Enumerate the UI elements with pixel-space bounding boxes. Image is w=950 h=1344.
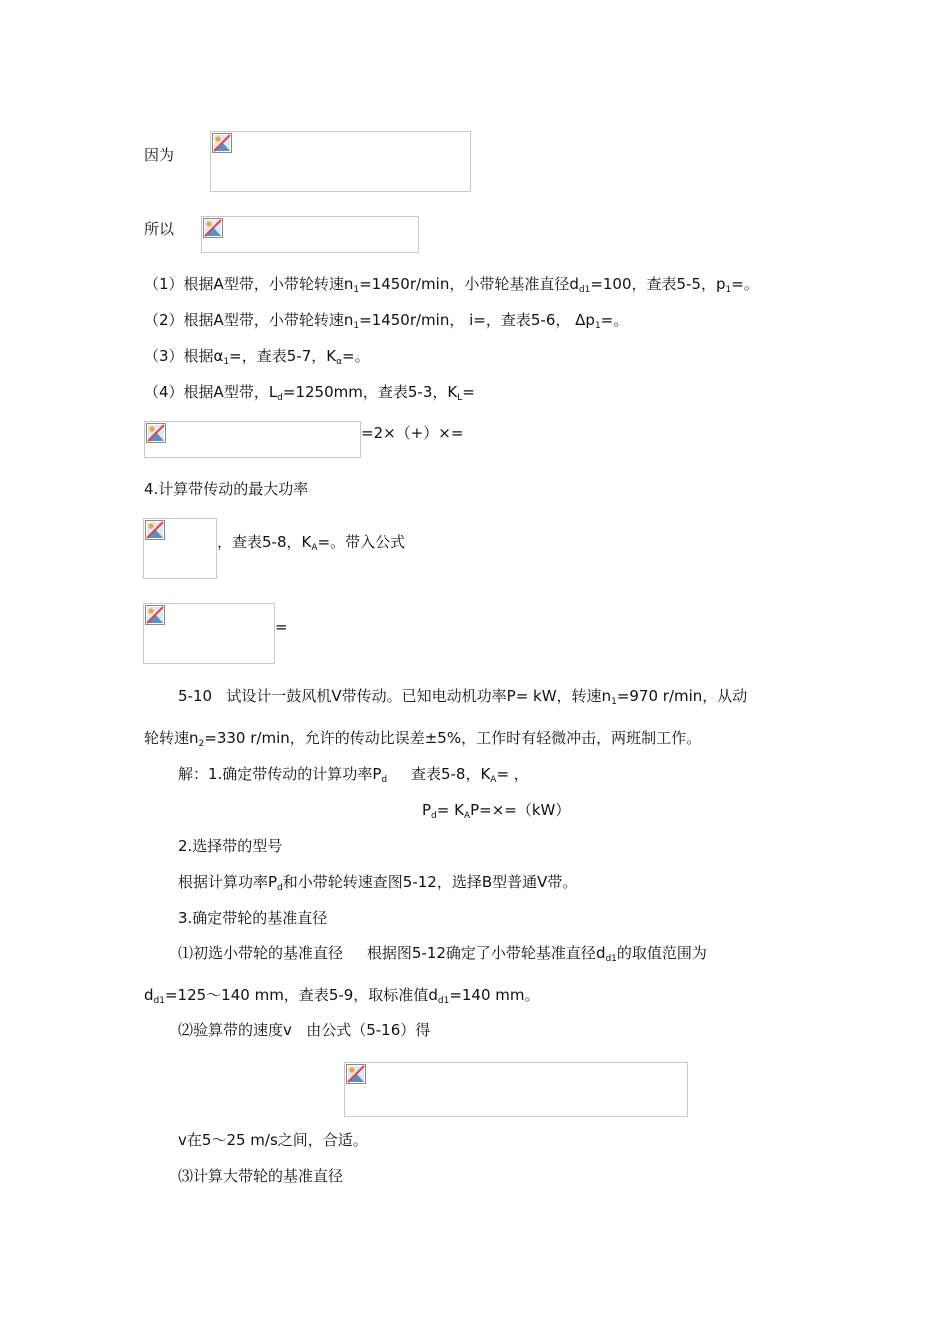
broken-image-icon [146,423,166,443]
solution-step3-2: ⑵验算带的速度v 由公式（5-16）得 [178,1021,431,1039]
formula-image-3 [144,421,361,458]
solution-speed-check: v在5～25 m/s之间，合适。 [178,1131,368,1149]
line-step2: （2）根据A型带，小带轮转速$n_1=1450r/\min$， i=，查表5-6， $\Delta p_1=$。 [144,311,629,331]
equation-text-2: = [275,618,288,636]
broken-image-icon [145,520,165,540]
line-step4: （4）根据A型带，$L_d=1250mm$，查表5-3，$K_L=$ [144,383,475,403]
solution-step1: 解：1.确定带传动的计算功率$P_d$ 查表5-8，$K_A=$ ， [178,765,529,785]
solution-step3: 3.确定带轮的基准直径 [178,909,328,927]
line-step1: （1）根据A型带，小带轮转速$n_1=1450r/\min$，小带轮基准直径$d_{d1}=100$，查表5-5，$p_1=$。 [144,275,759,295]
equation-text-1: =2×（+）×= [361,424,464,442]
formula-image-6 [344,1062,688,1117]
broken-image-icon [203,218,223,238]
because-label: 因为 [144,146,175,164]
broken-image-icon [145,605,165,625]
line-step3: （3）根据$\alpha_1=$，查表5-7，$K_\alpha=$。 [144,347,370,367]
solution-step3-1: ⑴初选小带轮的基准直径 根据图5-12确定了小带轮基准直径$d_{d1}$的取值范围为 [178,944,707,964]
solution-step3-3: ⑶计算大带轮的基准直径 [178,1167,344,1185]
formula-image-4 [143,518,217,579]
broken-image-icon [346,1064,366,1084]
formula-image-2 [201,216,419,253]
formula-image-1 [210,131,471,192]
solution-step2-text: 根据计算功率$P_d$和小带轮转速查图5-12，选择B型普通V带。 [178,873,578,893]
solution-step3-1-cont: $d_{d1}=125\sim 140$ mm，查表5-9，取标准值$d_{d1}=140$ mm。 [144,986,540,1006]
solution-formula-pd: $P_d= K_AP=\times=(kW)$ [422,801,571,821]
problem-line-2: 轮转速$n_2=330$ r/min，允许的传动比误差±5%，工作时有轻微冲击，两班制工作。 [144,729,702,749]
solution-step2: 2.选择带的型号 [178,837,283,855]
problem-line-1: 5-10 试设计一鼓风机V带传动。已知电动机功率P= kW，转速$n_1=970$ r/min，从动 [178,687,748,707]
broken-image-icon [212,133,232,153]
line-lookup-ka: ，查表5-8，$K_A=$。带入公式 [217,533,406,553]
formula-image-5 [143,603,275,664]
section-heading-4: 4.计算带传动的最大功率 [144,480,309,498]
therefore-label: 所以 [144,220,175,238]
